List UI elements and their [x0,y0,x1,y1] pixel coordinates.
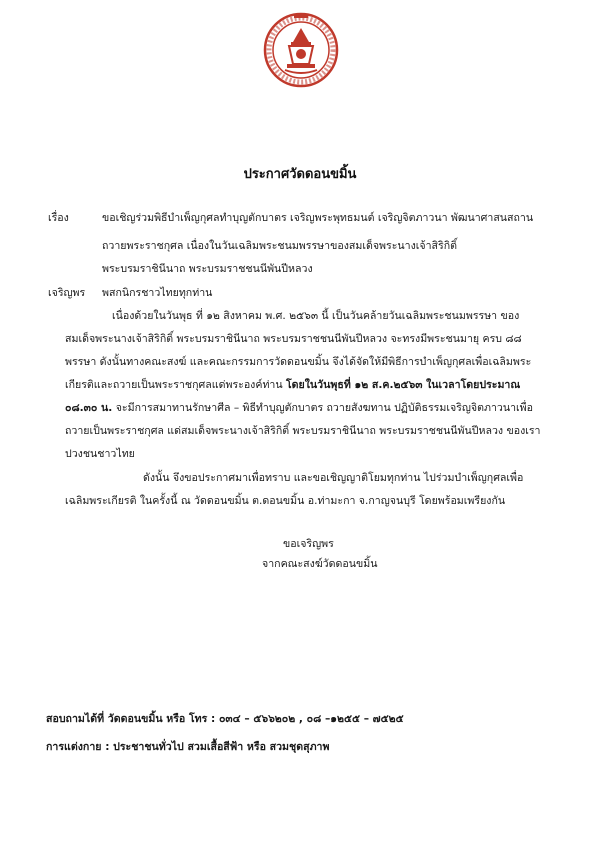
subject-line: ถวายพระราชกุศล เนื่องในวันเฉลิมพระชนมพรรษาของสมเด็จพระนางเจ้าสิริกิติ์ [102,240,457,252]
temple-seal-icon [263,12,339,88]
invite-recipients: พสกนิกรชาวไทยทุกท่าน [102,287,213,299]
body-line: สมเด็จพระนางเจ้าสิริกิติ์ พระบรมราชินีนาถ พระบรมราชชนนีพันปีหลวง จะทรงมีพระชนมายุ ครบ ๘๘ [65,333,522,345]
dress-code: การแต่งกาย : ประชาชนทั่วไป สวมเสื้อสีฟ้า หรือ สวมชุดสุภาพ [46,741,330,753]
body-line [65,378,520,393]
subject-label: เรื่อง [48,212,69,224]
body-text: เกียรติและถวายเป็นพระราชกุศลแด่พระองค์ท่าน [65,379,286,391]
body-line [65,401,533,416]
body-line: เนื่องด้วยในวันพุธ ที่ ๑๒ สิงหาคม พ.ศ. ๒๕๖๓ นี้ เป็นวันคล้ายวันเฉลิมพระชนมพรรษา ของ [112,310,520,322]
subject-line: พระบรมราชินีนาถ พระบรมราชชนนีพันปีหลวง [102,263,313,275]
page-title: ประกาศวัดดอนขมิ้น [243,167,357,182]
therefore-line: ดังนั้น จึงขอประกาศมาเพื่อทราบ และขอเชิญญาติโยมทุกท่าน ไปร่วมบำเพ็ญกุศลเพื่อ [143,472,524,484]
event-date-bold: โดยในวันพุธที่ ๑๒ ส.ค.๒๕๖๓ ในเวลาโดยประมาณ [285,379,521,391]
contact-info: สอบถามได้ที่ วัดดอนขมิ้น หรือ โทร : ๐๓๔ – ๕๖๖๒๐๒ , ๐๘ –๑๒๕๕ – ๗๕๒๕ [46,713,404,725]
closing-signature: จากคณะสงฆ์วัดดอนขมิ้น [262,558,378,570]
closing-greeting: ขอเจริญพร [283,538,334,550]
body-line: ปวงชนชาวไทย [65,448,135,460]
body-line: พรรษา ดังนั้นทางคณะสงฆ์ และคณะกรรมการวัดดอนขมิ้น จึงได้จัดให้มีพิธีการบำเพ็ญกุศลเพื่อเฉลิมพระ [65,356,532,368]
event-time-bold: ๐๘.๓๐ น. [65,402,113,414]
therefore-line: เฉลิมพระเกียรติ ในครั้งนี้ ณ วัดดอนขมิ้น ต.ดอนขมิ้น อ.ท่ามะกา จ.กาญจนบุรี โดยพร้อมเพรียงกัน [65,495,506,507]
body-line: ถวายเป็นพระราชกุศล แด่สมเด็จพระนางเจ้าสิริกิติ์ พระบรมราชินีนาถ พระบรมราชชนนีพันปีหลวง ของเรา [65,425,541,437]
body-text: จะมีการสมาทานรักษาศีล – พิธีทำบุญตักบาตร ถวายสังฆทาน ปฏิบัติธรรมเจริญจิตภาวนาเพื่อ [112,402,534,414]
invite-label: เจริญพร [48,287,86,299]
subject-line: ขอเชิญร่วมพิธีบำเพ็ญกุศลทำบุญตักบาตร เจริญพระพุทธมนต์ เจริญจิตภาวนา พัฒนาศาสนสถาน [102,212,534,224]
